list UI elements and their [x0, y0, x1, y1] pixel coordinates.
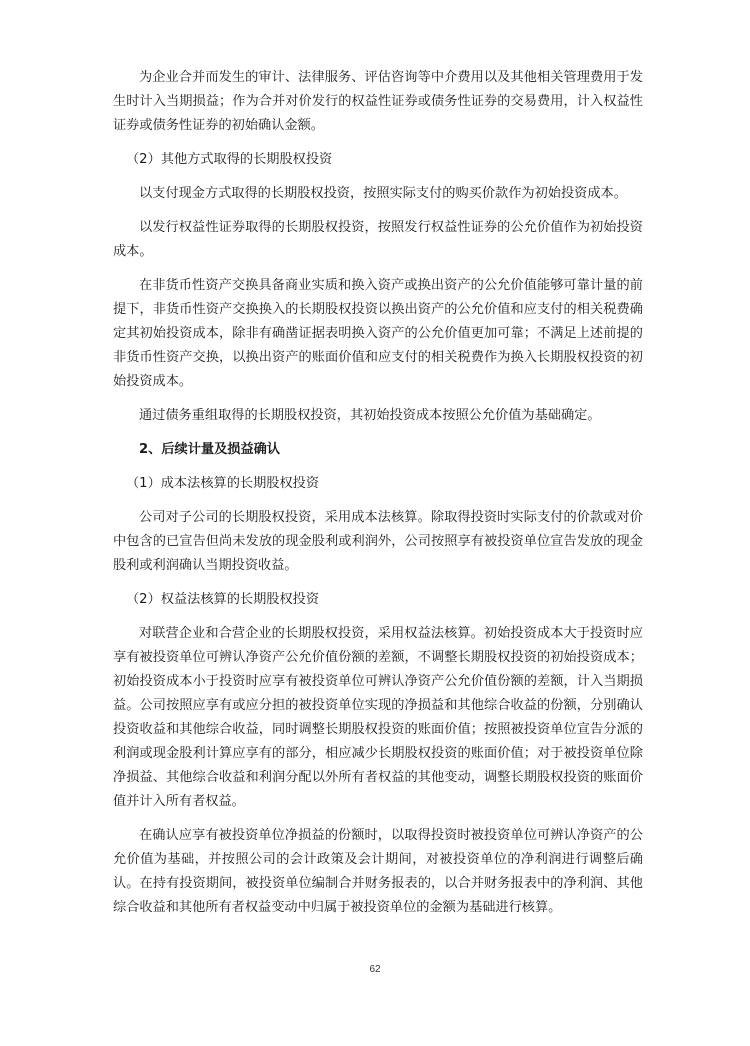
- subheading-cost-method: （1）成本法核算的长期股权投资: [126, 476, 320, 491]
- subheading-equity-method: （2）权益法核算的长期股权投资: [126, 592, 320, 607]
- paragraph-equity-method: 对联营企业和合营企业的长期股权投资，采用权益法核算。初始投资成本大于投资时应享有被投资单位可辨认净资产公允价值份额的差额，不调整长期股权投资的初始投资成本；初始投资成本小于投资时应享有被投资单位可辨认净资产公允价值份额的差额，计入当期损益。公司按照应享有或应分担的被投资单位实现的净损益和其他综合收益的份额，分别确认投资收益和其他综合收益，同时调整长期股权投资的账面价值；按照被投资单位宣告分派的利润或现金股利计算应享有的部分，相应减少长期股权投资的账面价值；对于被投资单位除净损益、其他综合收益和利润分配以外所有者权益的其他变动，调整长期股权投资的账面价值并计入所有者权益。: [113, 626, 643, 809]
- paragraph-cash-acquisition: 以支付现金方式取得的长期股权投资，按照实际支付的购买价款作为初始投资成本。: [139, 186, 627, 201]
- subheading-other-acquisition: （2）其他方式取得的长期股权投资: [126, 152, 333, 167]
- paragraph-non-monetary-exchange: 在非货币性资产交换具备商业实质和换入资产或换出资产的公允价值能够可靠计量的前提下，非货币性资产交换换入的长期股权投资以换出资产的公允价值和应支付的相关税费确定其初始投资成本，除非有确凿证据表明换入资产的公允价值更加可靠；不满足上述前提的非货币性资产交换，以换出资产的账面价值和应支付的相关税费作为换入长期股权投资的初始投资成本。: [113, 278, 643, 389]
- paragraph-intermediary-fees: 为企业合并而发生的审计、法律服务、评估咨询等中介费用以及其他相关管理费用于发生时计入当期损益；作为合并对价发行的权益性证券或债务性证券的交易费用，计入权益性证券或债务性证券的初始确认金额。: [113, 70, 643, 133]
- paragraph-net-profit-adjustment: 在确认应享有被投资单位净损益的份额时，以取得投资时被投资单位可辨认净资产的公允价值为基础，并按照公司的会计政策及会计期间，对被投资单位的净利润进行调整后确认。在持有投资期间，被投资单位编制合并财务报表的，以合并财务报表中的净利润、其他综合收益和其他所有者权益变动中归属于被投资单位的金额为基础进行核算。: [113, 828, 643, 915]
- page-number: 62: [369, 964, 381, 975]
- paragraph-cost-method: 公司对子公司的长期股权投资，采用成本法核算。除取得投资时实际支付的价款或对价中包含的已宣告但尚未发放的现金股利或利润外，公司按照享有被投资单位宣告发放的现金股利或利润确认当期投资收益。: [113, 510, 643, 573]
- paragraph-debt-restructuring: 通过债务重组取得的长期股权投资，其初始投资成本按照公允价值为基础确定。: [139, 408, 601, 423]
- section-heading-subsequent-measurement: 2、后续计量及损益确认: [139, 442, 281, 457]
- paragraph-equity-securities: 以发行权益性证券取得的长期股权投资，按照发行权益性证券的公允价值作为初始投资成本。: [113, 220, 643, 259]
- document-body: [113, 66, 643, 920]
